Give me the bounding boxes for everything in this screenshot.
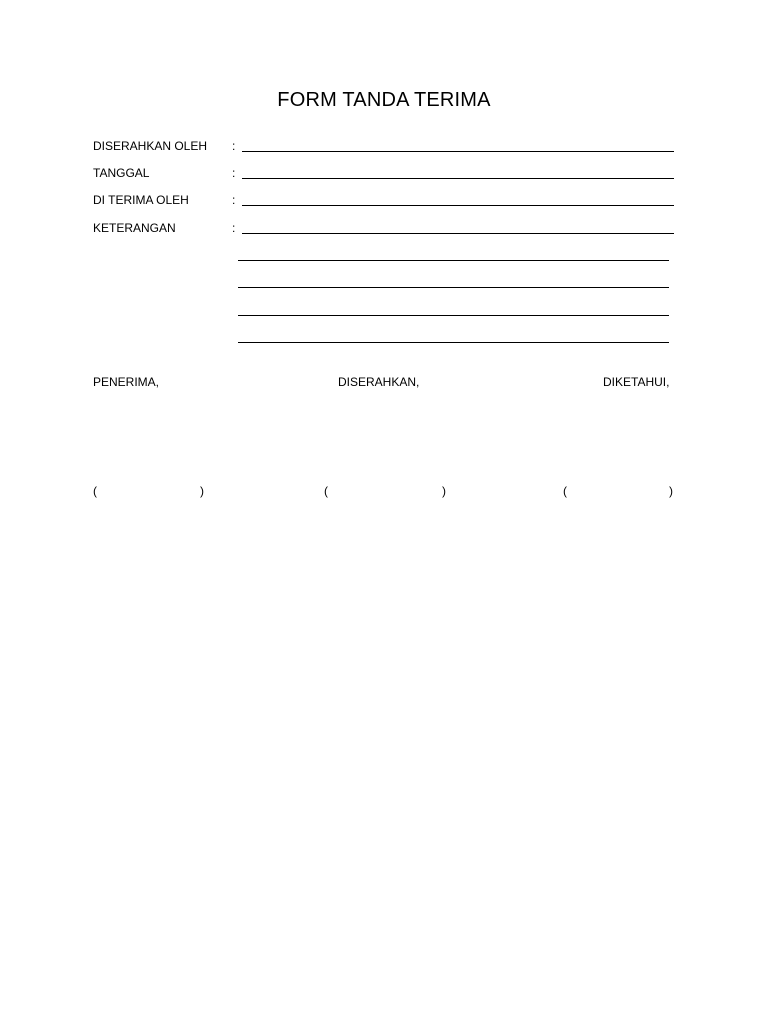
field-tanggal (93, 166, 674, 186)
signature-close-paren: ) (442, 484, 446, 498)
fill-line (242, 205, 674, 206)
signature-open-paren: ( (93, 484, 97, 498)
keterangan-line (238, 315, 669, 316)
field-di-terima-oleh (93, 193, 674, 213)
fill-line (242, 178, 674, 179)
signature-open-paren: ( (324, 484, 328, 498)
field-label: KETERANGAN (93, 221, 176, 235)
field-keterangan (93, 221, 674, 241)
field-label: DI TERIMA OLEH (93, 193, 189, 207)
field-label: DISERAHKAN OLEH (93, 139, 208, 153)
signature-open-paren: ( (563, 484, 567, 498)
signature-title-diketahui: DIKETAHUI, (603, 375, 670, 389)
signature-close-paren: ) (200, 484, 204, 498)
field-separator: : (232, 166, 236, 180)
form-title: FORM TANDA TERIMA (277, 89, 491, 111)
field-label: TANGGAL (93, 166, 150, 180)
field-diserahkan-oleh (93, 139, 674, 159)
keterangan-line (238, 342, 669, 343)
fill-line (242, 233, 674, 234)
fill-line (242, 151, 674, 152)
signature-title-penerima: PENERIMA, (93, 375, 160, 389)
signature-close-paren: ) (669, 484, 673, 498)
field-separator: : (232, 193, 236, 207)
keterangan-line (238, 287, 669, 288)
keterangan-line (238, 260, 669, 261)
field-separator: : (232, 221, 236, 235)
field-separator: : (232, 139, 236, 153)
signature-title-diserahkan: DISERAHKAN, (338, 375, 420, 389)
